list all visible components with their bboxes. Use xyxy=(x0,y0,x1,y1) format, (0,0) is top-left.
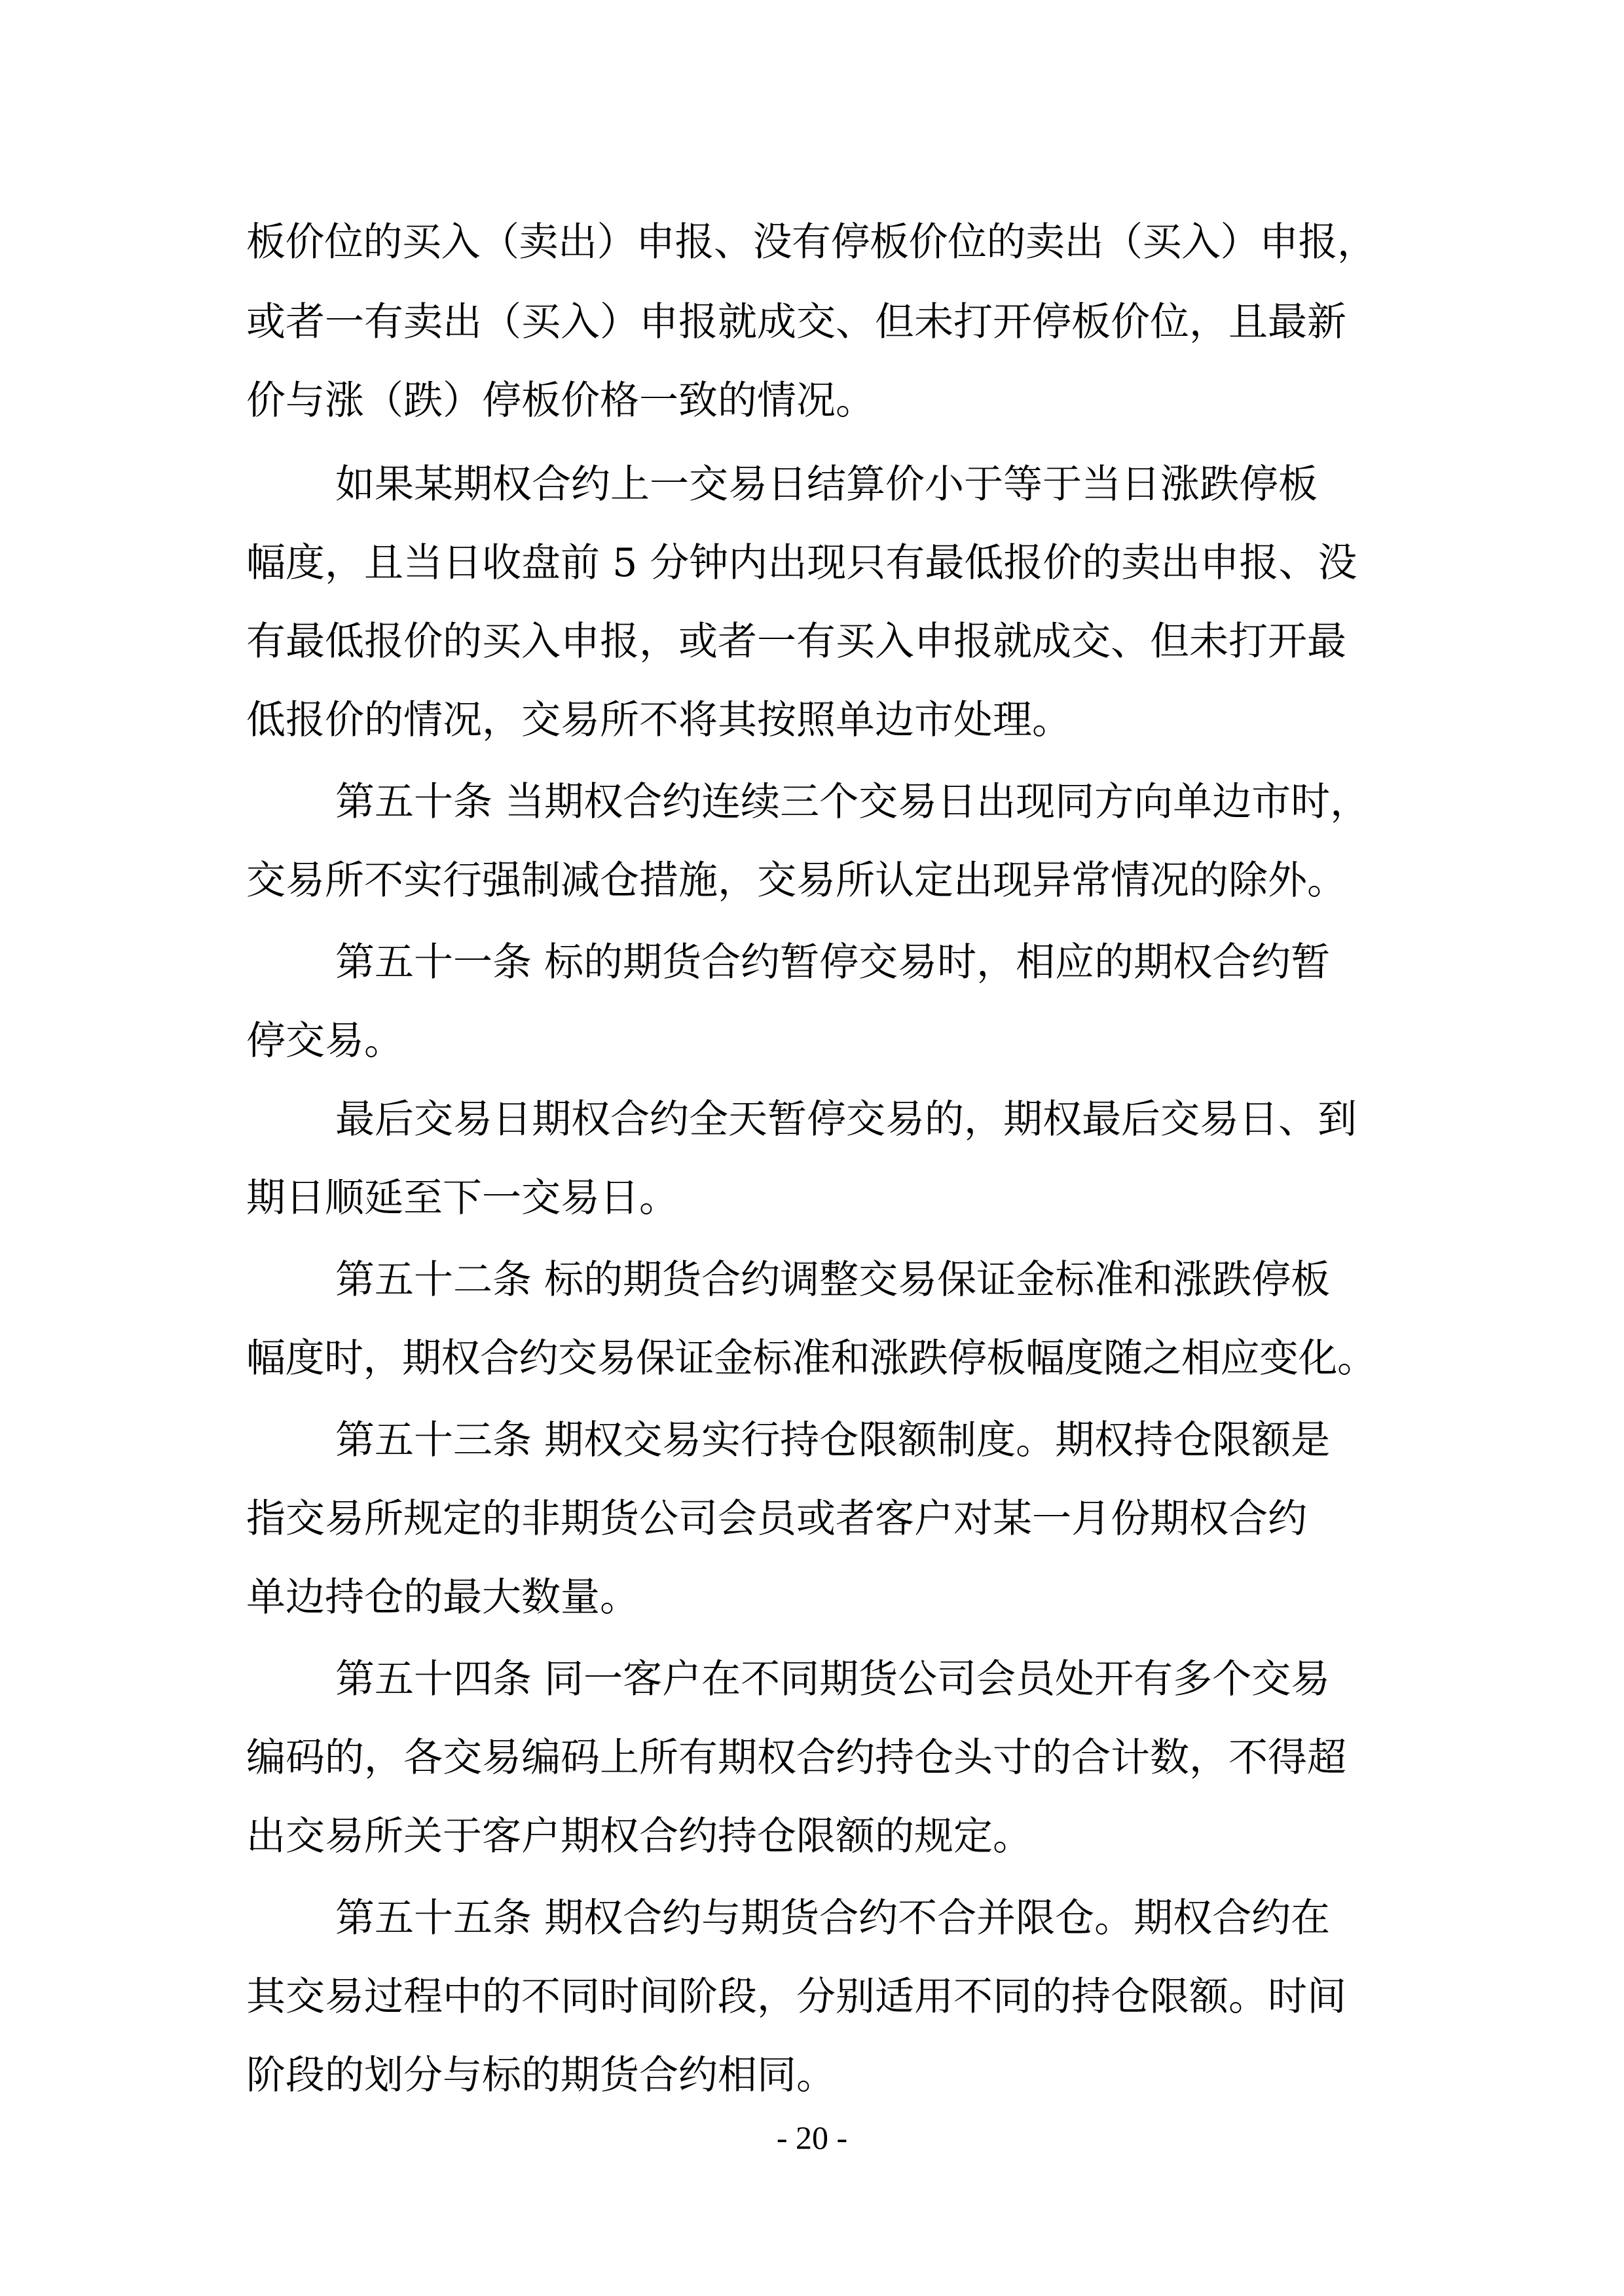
text-line: 第五十一条 标的期货合约暂停交易时，相应的期权合约暂 xyxy=(335,939,1331,985)
page-number: - 20 - xyxy=(776,2119,848,2156)
text-line: 第五十四条 同一客户在不同期货公司会员处开有多个交易 xyxy=(335,1656,1331,1702)
text-line: 板价位的买入（卖出）申报、没有停板价位的卖出（买入）申报， xyxy=(246,219,1376,265)
text-line: 指交易所规定的非期货公司会员或者客户对某一月份期权合约 xyxy=(246,1496,1307,1542)
text-line: 最后交易日期权合约全天暂停交易的，期权最后交易日、到 xyxy=(335,1097,1357,1142)
text-line: 第五十三条 期权交易实行持仓限额制度。期权持仓限额是 xyxy=(335,1417,1331,1463)
text-line: 第五十二条 标的期货合约调整交易保证金标准和涨跌停板 xyxy=(335,1257,1331,1303)
text-line: 第五十五条 期权合约与期货合约不合并限仓。期权合约在 xyxy=(335,1895,1331,1941)
text-line: 出交易所关于客户期权合约持仓限额的规定。 xyxy=(246,1813,1032,1859)
text-line: 停交易。 xyxy=(246,1018,403,1064)
text-line: 交易所不实行强制减仓措施，交易所认定出现异常情况的除外。 xyxy=(246,858,1346,903)
text-line: 编码的，各交易编码上所有期权合约持仓头寸的合计数，不得超 xyxy=(246,1735,1346,1781)
text-line: 价与涨（跌）停板价格一致的情况。 xyxy=(246,378,875,424)
text-line: 幅度，且当日收盘前 5 分钟内出现只有最低报价的卖出申报、没 xyxy=(246,540,1357,586)
text-line: 如果某期权合约上一交易日结算价小于等于当日涨跌停板 xyxy=(335,462,1318,507)
text-line: 其交易过程中的不同时间阶段，分别适用不同的持仓限额。时间 xyxy=(246,1974,1346,2020)
text-line: 单边持仓的最大数量。 xyxy=(246,1575,639,1620)
text-line: 阶段的划分与标的期货合约相同。 xyxy=(246,2052,836,2098)
text-line: 幅度时，期权合约交易保证金标准和涨跌停板幅度随之相应变化。 xyxy=(246,1336,1376,1381)
text-line: 有最低报价的买入申报，或者一有买入申报就成交、但未打开最 xyxy=(246,619,1346,665)
text-line: 第五十条 当期权合约连续三个交易日出现同方向单边市时， xyxy=(335,779,1370,825)
text-line: 或者一有卖出（买入）申报就成交、但未打开停板价位，且最新 xyxy=(246,299,1346,345)
text-line: 期日顺延至下一交易日。 xyxy=(246,1175,678,1221)
text-line: 低报价的情况，交易所不将其按照单边市处理。 xyxy=(246,697,1071,743)
